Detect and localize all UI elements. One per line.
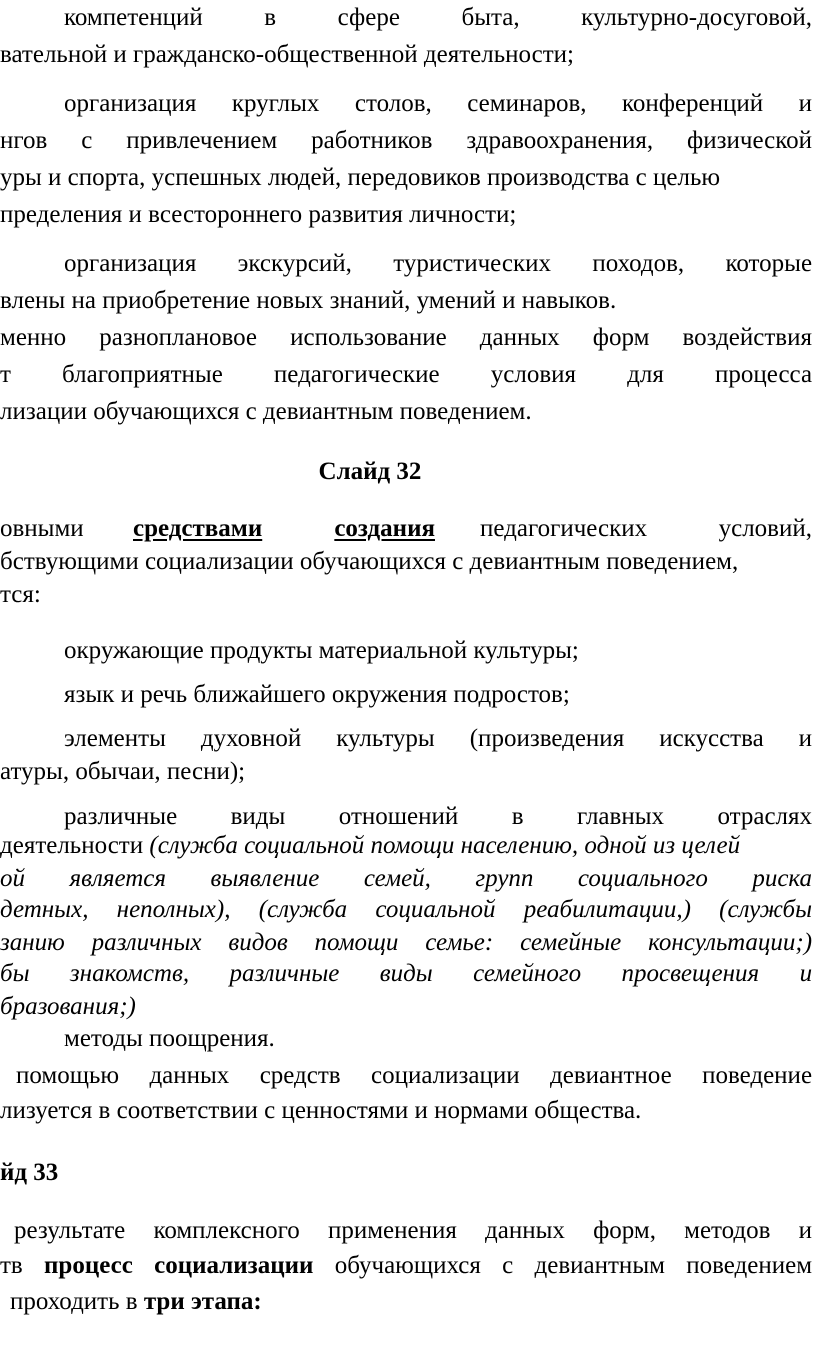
slide-heading: йд 33 [0, 1159, 59, 1186]
line-word: т [0, 361, 11, 388]
line-word: компетенций [64, 4, 203, 31]
line-word: конференций [622, 90, 764, 117]
line-word: бы [0, 960, 30, 987]
line-word: менно [0, 324, 67, 351]
paragraph-line [0, 247, 812, 281]
line-word: и [799, 960, 812, 987]
paragraph-line [0, 358, 812, 392]
line-word: консультации;) [648, 929, 812, 956]
line-word: социальной [375, 896, 496, 923]
line-word: виды [379, 960, 433, 987]
line-word: использование [290, 324, 447, 351]
line-word: виды [230, 803, 286, 830]
line-word: форм, [593, 1217, 656, 1244]
paragraph-line: пределения и всестороннего развития личности; [0, 201, 517, 228]
line-word: занию [0, 929, 65, 956]
line-word: условия [490, 361, 577, 388]
line-word: просвещения [621, 960, 760, 987]
line-word: знакомств, [69, 960, 190, 987]
line-word: помощью [16, 1062, 120, 1089]
line-word: нгов [0, 127, 48, 154]
line-word: благоприятные [62, 361, 223, 388]
line-word: круглых [231, 90, 320, 117]
line-word: туристических [393, 250, 552, 277]
paragraph-line [0, 321, 812, 355]
paragraph-line [0, 957, 812, 991]
line-word: является [69, 865, 167, 892]
line-word: социального [577, 865, 708, 892]
line-word: культурно-досуговой, [581, 4, 812, 31]
underlined-word: средствами [133, 515, 263, 542]
bold-text: три этапа: [143, 1288, 262, 1315]
line-word: социализации [370, 1062, 520, 1089]
line-word: привлечением [126, 127, 278, 154]
plain-text: деятельности [0, 832, 150, 859]
line-word: экскурсий, [237, 250, 352, 277]
line-word: семейные [520, 929, 622, 956]
paragraph-line [0, 926, 812, 960]
paragraph-line: вательной и гражданско-общественной деятельности; [0, 41, 574, 68]
line-word: духовной [200, 725, 302, 752]
line-word: данных [485, 1217, 565, 1244]
paragraph-line [10, 1285, 262, 1319]
bold-text: процесс социализации [44, 1252, 314, 1279]
line-word: работников [311, 127, 433, 154]
line-word: (произведения [469, 725, 625, 752]
line-word: помощи [314, 929, 399, 956]
list-item [0, 722, 812, 756]
line-word: походов, [592, 250, 685, 277]
line-word: различные [64, 803, 178, 830]
italic-text: (служба социальной помощи населению, одной из целей [149, 832, 741, 859]
line-word: детных, [0, 896, 89, 923]
line-word: реабилитации,) [523, 896, 691, 923]
line-word: и [798, 90, 812, 117]
line-word: результате [14, 1217, 126, 1244]
line-word: неполных), [116, 896, 231, 923]
line-word: в [264, 4, 277, 31]
line-word: педагогических [480, 515, 648, 542]
paragraph-line: лизации обучающихся с девиантным поведением. [0, 398, 532, 425]
line-word: видов [228, 929, 288, 956]
line-word: семье: [425, 929, 494, 956]
line-word: здравоохранения, [466, 127, 654, 154]
line-word: для [627, 361, 664, 388]
line-word: искусства [659, 725, 764, 752]
line-word: отношений [338, 803, 459, 830]
line-word: семей, [363, 865, 431, 892]
line-word: педагогические [273, 361, 440, 388]
plain-text: проходить в [10, 1288, 144, 1315]
line-start-text: овными [0, 515, 84, 542]
paragraph-line [0, 512, 812, 546]
plain-text: тв [0, 1252, 45, 1279]
line-word: организация [64, 90, 197, 117]
list-item: методы поощрения. [64, 1025, 275, 1052]
line-word: сфере [337, 4, 400, 31]
line-word: с [81, 127, 93, 154]
line-word: поведение [702, 1062, 812, 1089]
line-word: (служба [258, 896, 348, 923]
line-word: столов, [354, 90, 432, 117]
paragraph-line [0, 87, 812, 121]
paragraph-line [0, 124, 812, 158]
paragraph-line: бразования;) [0, 993, 136, 1020]
line-word: и [798, 725, 812, 752]
line-word: средств [259, 1062, 341, 1089]
line-word: в [511, 803, 524, 830]
paragraph-line [0, 1059, 812, 1093]
line-word: групп [475, 865, 534, 892]
line-word: ой [0, 865, 25, 892]
paragraph-line [0, 1214, 812, 1248]
underlined-word: создания [334, 515, 435, 542]
line-word: (службы [719, 896, 812, 923]
line-word: девиантное [550, 1062, 672, 1089]
slide-heading: Слайд 32 [318, 458, 422, 485]
line-word: семейного [473, 960, 582, 987]
paragraph-line: атуры, обычаи, песни); [0, 758, 246, 785]
line-word: процесса [714, 361, 812, 388]
line-word: условий, [718, 515, 812, 542]
line-word: организация [64, 250, 197, 277]
line-word: применения [327, 1217, 457, 1244]
line-word: семинаров, [467, 90, 587, 117]
paragraph-line: лизуется в соответствии с ценностями и нормами общества. [0, 1097, 642, 1124]
list-item: окружающие продукты материальной культуры; [64, 637, 579, 664]
line-word: данных [149, 1062, 230, 1089]
paragraph-line [0, 829, 740, 863]
paragraph-line [0, 893, 812, 927]
paragraph-line [0, 1, 812, 35]
paragraph-line: бствующими социализации обучающихся с девиантным поведением, [0, 548, 739, 575]
plain-text: обучающихся с девиантным поведением [313, 1252, 813, 1279]
line-word: и [798, 1217, 812, 1244]
line-word: разноплановое [99, 324, 258, 351]
line-word: риска [752, 865, 812, 892]
line-word: данных [479, 324, 560, 351]
line-word: выявление [210, 865, 320, 892]
line-word: отраслях [717, 803, 812, 830]
line-word: различных [91, 929, 202, 956]
paragraph-line: влены на приобретение новых знаний, умений и навыков. [0, 287, 617, 314]
line-word: культуры [336, 725, 435, 752]
line-word: физической [687, 127, 812, 154]
line-word: воздействия [682, 324, 812, 351]
line-word: методов [684, 1217, 771, 1244]
line-word: комплексного [153, 1217, 300, 1244]
paragraph-line [0, 862, 812, 896]
line-word: форм [592, 324, 650, 351]
underlined-bold-phrase [133, 512, 435, 546]
line-word: различные [229, 960, 340, 987]
line-text: уры и спорта, успешных людей, передовиков производства с целью [0, 164, 721, 191]
line-word: которые [725, 250, 812, 277]
line-word: элементы [64, 725, 166, 752]
paragraph-line [0, 161, 720, 195]
paragraph-line: тся: [0, 581, 41, 608]
line-word: быта, [461, 4, 520, 31]
list-item: язык и речь ближайшего окружения подростов; [64, 681, 570, 708]
line-word: главных [576, 803, 665, 830]
paragraph-line [0, 1249, 812, 1283]
